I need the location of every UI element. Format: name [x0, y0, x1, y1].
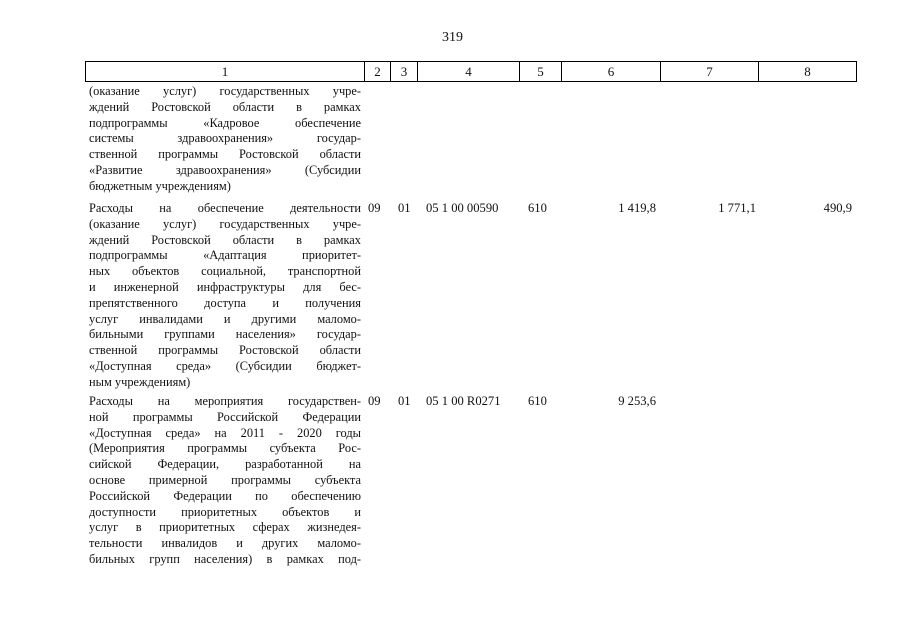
description-line: основе примерной программы субъекта	[89, 472, 361, 487]
row-description	[89, 394, 361, 568]
description-line: бюджетным учреждениям)	[89, 178, 231, 193]
description-line: ным учреждениям)	[89, 374, 191, 389]
header-col-7: 7	[661, 62, 759, 81]
description-line: подпрограммы «Кадровое обеспечение	[89, 115, 361, 130]
description-line: ственной программы Ростовской области	[89, 147, 361, 162]
header-col-1: 1	[86, 62, 365, 81]
expense-type-code: 610	[528, 394, 547, 408]
description-line: доступности приоритетных объектов и	[89, 504, 361, 519]
header-col-6: 6	[562, 62, 661, 81]
description-line: «Доступная среда» (Субсидии бюджет-	[89, 358, 361, 373]
description-line: препятственного доступа и получения	[89, 295, 361, 310]
description-line: и инженерной инфраструктуры для бес-	[89, 279, 361, 294]
header-col-4: 4	[418, 62, 520, 81]
description-line: сийской Федерации, разработанной на	[89, 457, 361, 472]
target-article-code: 05 1 00 R0271	[426, 394, 501, 408]
description-line: (Мероприятия программы субъекта Рос-	[89, 441, 361, 456]
description-line: ной программы Российской Федерации	[89, 409, 361, 424]
description-line: «Развитие здравоохранения» (Субсидии	[89, 162, 361, 177]
description-line: ственной программы Ростовской области	[89, 343, 361, 358]
subsection-code: 01	[398, 201, 411, 215]
description-line: ждений Ростовской области в рамках	[89, 99, 361, 114]
description-line: Расходы на обеспечение деятельности	[89, 201, 361, 215]
description-line: (оказание услуг) государственных учре-	[89, 84, 361, 98]
row-description	[89, 84, 361, 195]
description-line: Расходы на мероприятия государствен-	[89, 394, 361, 408]
description-line: услуг в приоритетных сферах жизнедея-	[89, 520, 361, 535]
description-line: ных объектов социальной, транспортной	[89, 264, 361, 279]
description-line: «Доступная среда» на 2011 - 2020 годы	[89, 425, 361, 440]
amount-col-6: 1 419,8	[618, 201, 656, 215]
description-line: подпрограммы «Адаптация приоритет-	[89, 248, 361, 263]
description-line: бильными группами населения» государ-	[89, 327, 361, 342]
amount-col-7: 1 771,1	[718, 201, 756, 215]
description-line: Российской Федерации по обеспечению	[89, 488, 361, 503]
description-line: тельности инвалидов и других маломо-	[89, 536, 361, 551]
description-line: бильных групп населения) в рамках под-	[89, 551, 361, 566]
subsection-code: 01	[398, 394, 411, 408]
table-header	[85, 61, 857, 82]
section-code: 09	[368, 394, 381, 408]
header-col-2: 2	[365, 62, 391, 81]
target-article-code: 05 1 00 00590	[426, 201, 499, 215]
row-description	[89, 201, 361, 391]
description-line: услуг инвалидами и другими маломо-	[89, 311, 361, 326]
description-line: (оказание услуг) государственных учре-	[89, 216, 361, 231]
header-col-8: 8	[804, 64, 811, 79]
description-line: ждений Ростовской области в рамках	[89, 232, 361, 247]
expense-type-code: 610	[528, 201, 547, 215]
amount-col-6: 9 253,6	[618, 394, 656, 408]
page-number: 319	[442, 30, 463, 45]
header-col-5: 5	[520, 62, 562, 81]
description-line: системы здравоохранения» государ-	[89, 131, 361, 146]
header-col-3: 3	[391, 62, 418, 81]
amount-col-8: 490,9	[823, 201, 852, 215]
section-code: 09	[368, 201, 381, 215]
